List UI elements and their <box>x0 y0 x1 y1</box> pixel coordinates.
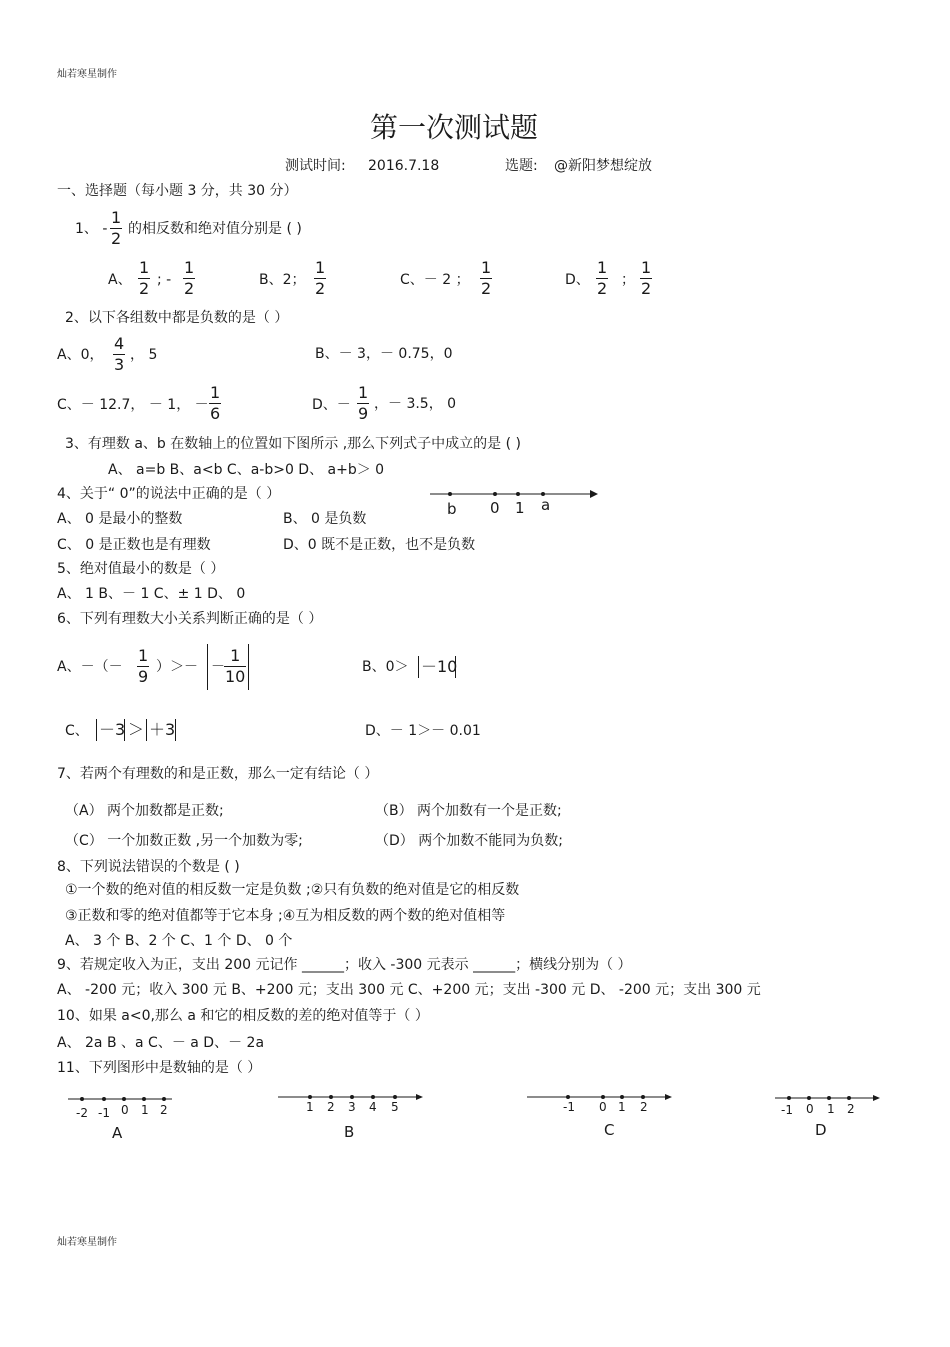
q7-stem: 7、若两个有理数的和是正数，那么一定有结论（ ） <box>57 766 379 782</box>
q4-stem: 4、关于“ 0”的说法中正确的是（ ） <box>57 486 281 502</box>
q6-stem: 6、下列有理数大小关系判断正确的是（ ） <box>57 611 323 627</box>
q11-d-tick-1: -1 <box>781 1103 793 1117</box>
q11-figure-b-label: B <box>344 1123 355 1141</box>
q8-options: A、 3 个 B、2 个 C、1 个 D、 0 个 <box>65 933 293 949</box>
q11-a-tick-5: 2 <box>160 1103 168 1117</box>
q8-stem: 8、下列说法错误的个数是 ( ) <box>57 859 240 875</box>
q11-a-tick-4: 1 <box>141 1103 149 1117</box>
q9-stem: 9、若规定收入为正，支出 200 元记作 ______；收入 -300 元表示 ______；横线分别为（ ） <box>57 957 632 973</box>
q1-option-c-label: C、－ 2 ； <box>400 272 470 288</box>
q11-a-tick-3: 0 <box>121 1103 129 1117</box>
test-time-value: 2016.7.18 <box>368 158 440 174</box>
q5-options: A、 1 B、－ 1 C、± 1 D、 0 <box>57 586 246 602</box>
q5-stem: 5、绝对值最小的数是（ ） <box>57 561 225 577</box>
q2-option-a-post: ， 5 <box>130 347 158 363</box>
q1-option-a-frac1: 1 2 <box>139 258 150 298</box>
q11-c-tick-4: 2 <box>640 1100 648 1114</box>
q6-option-d: D、－ 1＞－ 0.01 <box>365 723 481 739</box>
q11-figure-c-label: C <box>604 1121 615 1139</box>
q3-axis-label-b: b <box>447 500 457 518</box>
q3-stem: 3、有理数 a、b 在数轴上的位置如下图所示 ,那么下列式子中成立的是 ( ) <box>65 436 521 452</box>
q2-stem: 2、以下各组数中都是负数的是（ ） <box>65 310 289 326</box>
q6-option-c-abs1-value: －3 <box>99 720 126 739</box>
q11-c-tick-3: 1 <box>618 1100 626 1114</box>
q3-axis-label-1: 1 <box>515 499 525 517</box>
q11-b-tick-4: 4 <box>369 1100 377 1114</box>
q2-option-d-pre: D、－ <box>312 397 351 413</box>
q1-fraction: 1 2 <box>111 208 122 248</box>
q8-statement-line-1: ①一个数的绝对值的相反数一定是负数 ;②只有负数的绝对值是它的相反数 <box>65 882 520 898</box>
q3-axis-label-a: a <box>541 496 551 514</box>
q3-axis-label-0: 0 <box>490 499 500 517</box>
q11-c-tick-1: -1 <box>563 1100 575 1114</box>
q1-option-d-label: D、 <box>565 272 590 288</box>
q4-option-b: B、 0 是负数 <box>283 511 367 527</box>
q8-statement-line-2: ③正数和零的绝对值都等于它本身 ;④互为相反数的两个数的绝对值相等 <box>65 908 506 924</box>
q11-d-tick-4: 2 <box>847 1102 855 1116</box>
q2-option-d-frac: 1 9 <box>358 383 369 423</box>
q1-option-b-frac: 1 2 <box>315 258 326 298</box>
q10-stem: 10、如果 a<0,那么 a 和它的相反数的差的绝对值等于（ ） <box>57 1008 429 1024</box>
q11-b-tick-3: 3 <box>348 1100 356 1114</box>
q11-a-tick-2: -1 <box>98 1106 110 1120</box>
test-time-label: 测试时间: <box>285 158 346 174</box>
q6-option-a-frac1: 1 9 <box>138 646 149 686</box>
q6-option-c-abs2-value: ＋3 <box>149 720 176 739</box>
q11-b-tick-2: 2 <box>327 1100 335 1114</box>
q9-options: A、 -200 元；收入 300 元 B、+200 元；支出 300 元 C、+200 元；支出 -300 元 D、 -200 元；支出 300 元 <box>57 982 761 998</box>
q11-a-tick-1: -2 <box>76 1106 88 1120</box>
q1-option-a-frac2: 1 2 <box>184 258 195 298</box>
q7-option-a: （A） 两个加数都是正数; <box>65 803 224 819</box>
q6-option-a-frac2: 1 10 <box>225 646 246 686</box>
q4-option-d: D、0 既不是正数，也不是负数 <box>283 537 476 553</box>
page-title: 第一次测试题 <box>370 111 539 144</box>
author-label: 选题: <box>505 158 538 174</box>
q2-option-c-frac: 1 6 <box>210 383 221 423</box>
q11-b-tick-1: 1 <box>306 1100 314 1114</box>
q1-option-d-frac1: 1 2 <box>597 258 608 298</box>
q10-options: A、 2a B 、a C、－ a D、－ 2a <box>57 1035 265 1051</box>
author-value: @新阳梦想绽放 <box>554 158 652 174</box>
section-heading: 一、选择题（每小题 3 分，共 30 分） <box>57 183 298 199</box>
q4-option-c: C、 0 是正数也是有理数 <box>57 537 211 553</box>
q6-option-c-pre: C、 <box>65 723 89 739</box>
q11-figure-d-label: D <box>815 1121 827 1139</box>
q11-d-tick-2: 0 <box>806 1102 814 1116</box>
q2-option-d-post: ，－ 3.5， 0 <box>374 396 457 412</box>
q7-option-c: （C） 一个加数正数 ,另一个加数为零; <box>65 833 303 849</box>
q6-option-a-mid: ）＞－ <box>156 659 198 675</box>
q1-option-c-frac: 1 2 <box>481 258 492 298</box>
page-footer: 灿若寒星制作 <box>57 1237 117 1248</box>
q11-d-tick-3: 1 <box>827 1102 835 1116</box>
q1-option-a-label: A、 <box>108 272 132 288</box>
q4-option-a: A、 0 是最小的整数 <box>57 511 183 527</box>
q11-b-tick-5: 5 <box>391 1100 399 1114</box>
q11-figure-a-label: A <box>112 1124 123 1142</box>
q11-stem: 11、下列图形中是数轴的是（ ） <box>57 1060 262 1076</box>
page-header: 灿若寒星制作 <box>57 69 117 80</box>
q2-option-a-pre: A、0， <box>57 347 104 363</box>
q1-option-b-label: B、2； <box>259 272 306 288</box>
q1-option-d-frac2: 1 2 <box>641 258 652 298</box>
q1-stem: 的相反数和绝对值分别是 ( ) <box>128 221 302 237</box>
q6-option-b-pre: B、0＞ <box>362 659 409 675</box>
q6-option-a-abs-sign: － <box>211 659 225 675</box>
q6-option-a-pre: A、－（－ <box>57 659 123 675</box>
q6-option-c-mid: ＞ <box>128 720 145 739</box>
q6-option-b-abs-value: －10 <box>421 657 458 676</box>
q2-option-b: B、－ 3，－ 0.75，0 <box>315 346 453 362</box>
q1-prefix: 1、 - <box>75 221 108 237</box>
q3-options: A、 a=b B、a<b C、a-b>0 D、 a+b＞ 0 <box>108 462 385 478</box>
q1-option-d-sep: ； <box>621 272 635 288</box>
q11-c-tick-2: 0 <box>599 1100 607 1114</box>
q2-option-a-frac: 4 3 <box>114 334 125 374</box>
q7-option-d: （D） 两个加数不能同为负数; <box>375 833 563 849</box>
q1-option-a-sep: ; - <box>157 272 172 288</box>
q2-option-c-pre: C、－ 12.7， － 1， － <box>57 397 209 413</box>
q7-option-b: （B） 两个加数有一个是正数; <box>375 803 562 819</box>
